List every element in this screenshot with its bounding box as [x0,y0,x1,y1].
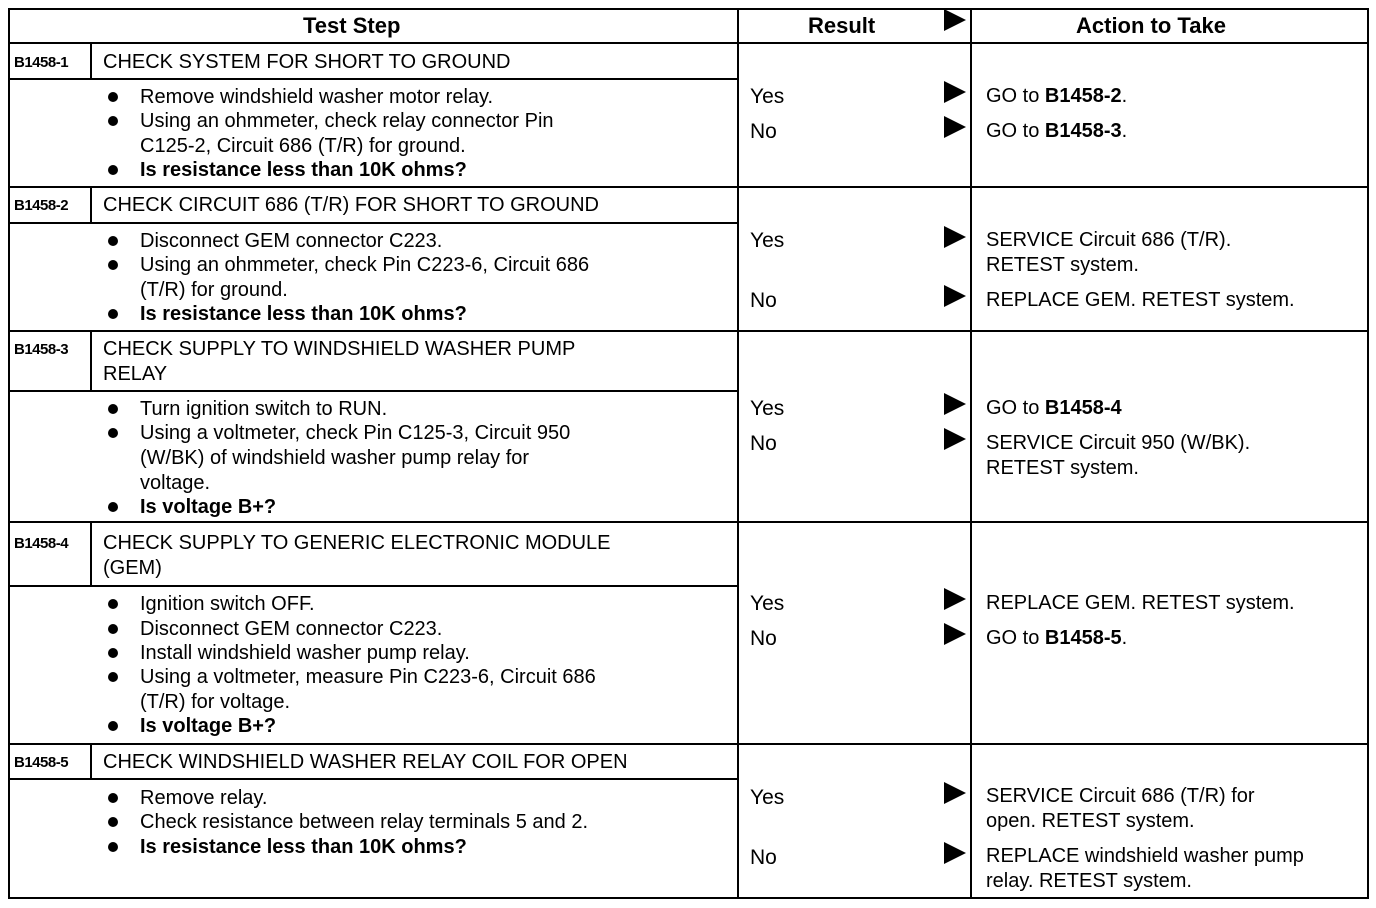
action-text [986,433,1250,453]
step-title: RELAY [103,363,168,385]
bullet-icon [108,672,118,682]
step-title: (GEM) [103,557,162,579]
action-segment: GO to [986,120,1045,142]
arrow-icon [944,588,966,610]
step-instruction: Using a voltmeter, check Pin C125-3, Circuit 950 [140,422,571,444]
result-yes: Yes [750,786,785,809]
result-no: No [750,120,777,143]
step-row-rule [8,897,1367,899]
action-segment: . [1121,120,1128,142]
step-id: B1458-5 [14,754,69,771]
step-instruction: Install windshield washer pump relay. [140,642,470,664]
bullet-icon [108,404,118,414]
step-title: CHECK SUPPLY TO WINDSHIELD WASHER PUMP [103,338,576,360]
step-title-rule [8,222,737,224]
result-no: No [750,627,777,650]
action-text [986,786,1255,806]
arrow-icon [944,285,966,307]
step-instruction: Remove windshield washer motor relay. [140,86,494,108]
step-question: Is resistance less than 10K ohms? [140,159,467,181]
action-text [986,628,1127,648]
action-segment: REPLACE windshield washer pump [986,845,1304,867]
step-row-rule [8,521,1367,523]
action-text [986,230,1231,250]
step-title-rule [8,78,737,80]
action-text [986,398,1122,418]
result-no: No [750,432,777,455]
bullet-icon [108,428,118,438]
table-border-right [1367,8,1369,899]
step-title: CHECK SYSTEM FOR SHORT TO GROUND [103,51,511,73]
arrow-icon [944,623,966,645]
step-question: Is voltage B+? [140,496,277,518]
step-instruction: Disconnect GEM connector C223. [140,230,443,252]
step-id: B1458-4 [14,535,69,552]
step-instruction: voltage. [140,472,211,494]
action-segment: RETEST system. [986,254,1139,276]
action-text [986,846,1304,866]
action-segment: open. RETEST system. [986,810,1195,832]
result-no: No [750,289,777,312]
step-row-rule [8,330,1367,332]
action-text [986,121,1127,141]
action-step-ref: B1458-5 [1044,627,1122,649]
header-bottom-rule [8,42,1367,44]
step-id-rule [90,743,92,778]
action-text [986,458,1139,478]
action-text [986,255,1139,275]
action-step-ref: B1458-3 [1044,120,1122,142]
step-title-rule [8,585,737,587]
bullet-icon [108,260,118,270]
bullet-icon [108,165,118,175]
arrow-icon [944,428,966,450]
step-id: B1458-1 [14,54,69,71]
bullet-icon [108,236,118,246]
header-arrow-icon [944,9,966,31]
step-instruction: Turn ignition switch to RUN. [140,398,388,420]
result-no: No [750,846,777,869]
column-rule-result [737,8,739,897]
result-yes: Yes [750,85,785,108]
step-title-rule [8,390,737,392]
action-segment: relay. RETEST system. [986,870,1192,892]
step-instruction: Using an ohmmeter, check relay connector Pin [140,110,554,132]
result-yes: Yes [750,229,785,252]
bullet-icon [108,817,118,827]
action-text [986,86,1127,106]
arrow-icon [944,116,966,138]
action-segment: SERVICE Circuit 950 (W/BK). [986,432,1251,454]
step-instruction: Remove relay. [140,787,268,809]
action-text [986,811,1195,831]
step-id-rule [90,330,92,390]
bullet-icon [108,116,118,126]
bullet-icon [108,599,118,609]
bullet-icon [108,648,118,658]
arrow-icon [944,842,966,864]
step-question: Is resistance less than 10K ohms? [140,836,467,858]
arrow-icon [944,782,966,804]
step-id-rule [90,42,92,78]
step-instruction: C125-2, Circuit 686 (T/R) for ground. [140,135,466,157]
bullet-icon [108,92,118,102]
action-segment: RETEST system. [986,457,1139,479]
bullet-icon [108,309,118,319]
arrow-icon [944,81,966,103]
bullet-icon [108,502,118,512]
action-segment: REPLACE GEM. RETEST system. [986,592,1295,614]
step-title: CHECK SUPPLY TO GENERIC ELECTRONIC MODULE [103,532,611,554]
step-title: CHECK CIRCUIT 686 (T/R) FOR SHORT TO GROUND [103,194,599,216]
step-question: Is resistance less than 10K ohms? [140,303,467,325]
table-border-top [8,8,1367,10]
action-segment: SERVICE Circuit 686 (T/R) for [986,785,1255,807]
step-id: B1458-3 [14,341,69,358]
step-question: Is voltage B+? [140,715,277,737]
table-border-left [8,8,10,897]
bullet-icon [108,624,118,634]
step-instruction: (T/R) for voltage. [140,691,291,713]
action-segment: GO to [986,397,1045,419]
column-rule-action [970,8,972,897]
arrow-icon [944,393,966,415]
step-id: B1458-2 [14,197,69,214]
action-segment: . [1121,627,1128,649]
action-text [986,290,1295,310]
step-row-rule [8,186,1367,188]
action-step-ref: B1458-4 [1044,397,1122,419]
action-segment: SERVICE Circuit 686 (T/R). [986,229,1232,251]
step-id-rule [90,186,92,222]
action-segment: . [1121,85,1128,107]
action-text [986,593,1295,613]
arrow-icon [944,226,966,248]
step-instruction: (T/R) for ground. [140,279,288,301]
action-segment: GO to [986,85,1045,107]
step-title: CHECK WINDSHIELD WASHER RELAY COIL FOR OPEN [103,751,628,773]
step-title-rule [8,778,737,780]
step-instruction: Using a voltmeter, measure Pin C223-6, Circuit 686 [140,666,596,688]
step-instruction: (W/BK) of windshield washer pump relay for [140,447,530,469]
result-yes: Yes [750,397,785,420]
step-id-rule [90,521,92,585]
result-yes: Yes [750,592,785,615]
step-instruction: Disconnect GEM connector C223. [140,618,443,640]
bullet-icon [108,842,118,852]
action-segment: GO to [986,627,1045,649]
action-step-ref: B1458-2 [1044,85,1122,107]
header-test-step: Test Step [303,13,401,38]
action-text [986,871,1192,891]
step-instruction: Check resistance between relay terminals 5 and 2. [140,811,589,833]
bullet-icon [108,793,118,803]
step-instruction: Ignition switch OFF. [140,593,315,615]
action-segment: REPLACE GEM. RETEST system. [986,289,1295,311]
step-row-rule [8,743,1367,745]
bullet-icon [108,721,118,731]
step-instruction: Using an ohmmeter, check Pin C223-6, Circuit 686 [140,254,590,276]
header-action: Action to Take [1076,13,1226,38]
header-result: Result [808,13,876,38]
